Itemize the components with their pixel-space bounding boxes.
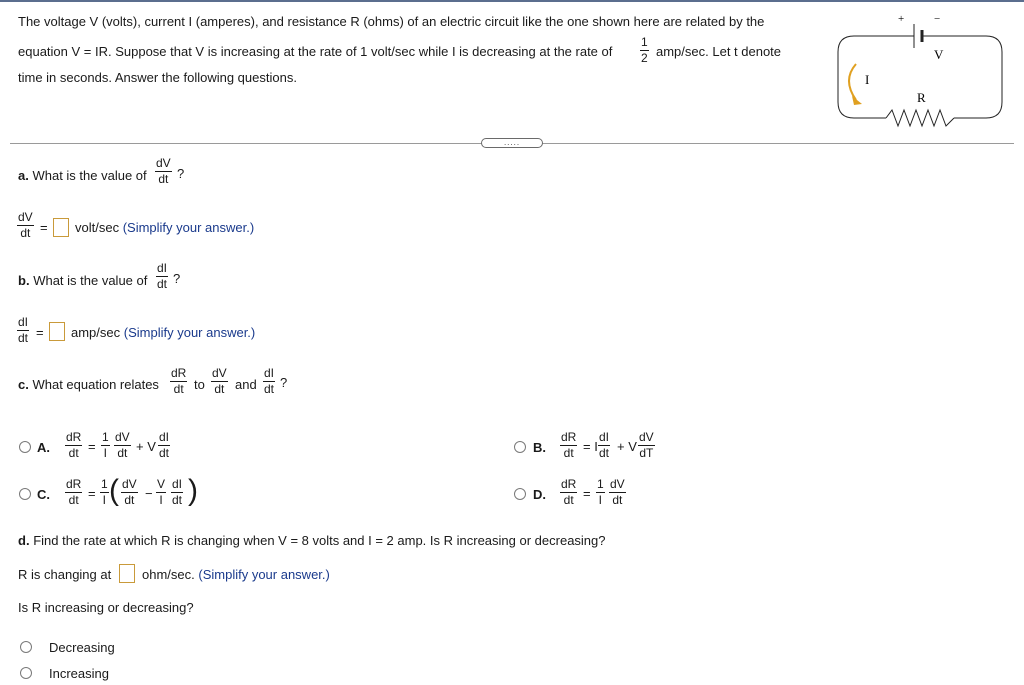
option-c-lhs <box>65 478 82 507</box>
part-d-text: Find the rate at which R is changing when V = 8 volts and I = 2 amp. Is R increasing or decreasing? <box>33 533 606 548</box>
part-a-unit: volt/sec <box>75 220 120 235</box>
option-a-t1-num: dV <box>115 430 130 444</box>
circuit-label-r: R <box>917 90 926 105</box>
option-c-eq: = <box>88 486 96 501</box>
option-a-op: + V <box>136 439 156 454</box>
part-a-q-den: dt <box>158 172 169 186</box>
option-c-right-paren: ) <box>188 474 198 507</box>
current-arrow-head-icon <box>852 96 862 105</box>
option-c-coef <box>100 478 109 507</box>
part-a-qmark: ? <box>177 166 185 181</box>
intro-line-3: time in seconds. Answer the following questions. <box>18 70 297 85</box>
option-b-op: + V <box>617 439 637 454</box>
part-c-frac-dv <box>211 367 228 396</box>
part-a-question-fraction <box>155 157 172 186</box>
part-a-ans-den: dt <box>20 226 31 240</box>
option-a-term1 <box>114 431 131 460</box>
circuit-plus-sign: + <box>898 13 905 25</box>
part-d-unit-line <box>142 567 330 582</box>
option-c-term1 <box>121 478 138 507</box>
part-b-text: What is the value of <box>33 273 148 288</box>
option-d-term1 <box>609 478 626 507</box>
intro-line-2b: amp/sec. Let t denote <box>656 44 782 59</box>
option-c-coef2-num: V <box>157 477 166 491</box>
option-d-coef-den: I <box>598 493 603 507</box>
part-b-q-den: dt <box>157 277 168 291</box>
option-a-t2-num: dI <box>159 430 170 444</box>
option-d-coef <box>596 478 605 507</box>
part-c-text: What equation relates <box>32 377 159 392</box>
option-b-term2 <box>638 431 655 460</box>
intro-fraction-num: 1 <box>641 35 648 49</box>
choice-increasing-label[interactable]: Increasing <box>49 666 109 681</box>
part-c-dv-num: dV <box>212 366 227 380</box>
part-a-equals: = <box>40 220 48 235</box>
option-c-radio[interactable] <box>19 488 31 500</box>
part-d-rate-input[interactable] <box>119 564 135 583</box>
option-a-coef <box>101 431 110 460</box>
part-b-answer-input[interactable] <box>49 322 65 341</box>
option-a-lhs <box>65 431 82 460</box>
part-c-frac-dr <box>170 367 187 396</box>
option-c-coef-den: I <box>102 493 107 507</box>
part-d-question-2: Is R increasing or decreasing? <box>18 600 194 615</box>
option-b-t1-den: dt <box>599 446 610 460</box>
circuit-label-i: I <box>865 72 870 87</box>
part-a-hint: (Simplify your answer.) <box>122 220 255 235</box>
option-a-radio[interactable] <box>19 441 31 453</box>
expand-dots-button[interactable]: ..... <box>481 138 543 148</box>
option-d-t1-num: dV <box>610 477 625 491</box>
part-c-question <box>18 377 159 392</box>
part-a-q-num: dV <box>156 156 171 170</box>
option-b-t1-num: dI <box>599 430 610 444</box>
part-b-unit: amp/sec <box>71 325 121 340</box>
circuit-diagram <box>830 8 1010 133</box>
option-b-t2-num: dV <box>639 430 654 444</box>
option-c-lhs-num: dR <box>66 477 82 491</box>
part-c-qmark: ? <box>280 375 288 390</box>
part-c-label: c. <box>18 377 29 392</box>
option-c-t2-den: dt <box>172 493 183 507</box>
part-b-hint: (Simplify your answer.) <box>123 325 256 340</box>
part-c-frac-di <box>263 367 275 396</box>
intro-fraction-den: 2 <box>641 51 648 65</box>
option-c-t1-den: dt <box>124 493 135 507</box>
option-b-radio[interactable] <box>514 441 526 453</box>
top-accent-line <box>0 0 1024 2</box>
option-d-coef-num: 1 <box>597 477 604 491</box>
option-c-left-paren: ( <box>109 474 119 507</box>
part-c-dr-den: dt <box>173 382 184 396</box>
part-b-question-fraction <box>156 262 168 291</box>
part-d-question <box>18 533 606 548</box>
part-b-qmark: ? <box>173 271 181 286</box>
option-d-lhs <box>560 478 577 507</box>
part-a-answer-fraction <box>17 211 34 240</box>
option-d-t1-den: dt <box>612 493 623 507</box>
option-b-letter: B. <box>533 440 546 455</box>
part-b-label: b. <box>18 273 30 288</box>
option-c-t1-num: dV <box>122 477 137 491</box>
part-d-prefix: R is changing at <box>18 567 112 582</box>
choice-increasing-radio[interactable] <box>20 667 32 679</box>
circuit-minus-sign: − <box>934 13 941 25</box>
choice-decreasing-radio[interactable] <box>20 641 32 653</box>
option-d-radio[interactable] <box>514 488 526 500</box>
option-b-t2-den: dT <box>639 446 654 460</box>
part-c-to: to <box>194 377 205 392</box>
option-a-coef-num: 1 <box>102 430 109 444</box>
option-a-coef-den: I <box>103 446 108 460</box>
current-arrow-arc <box>849 64 856 100</box>
option-b-eq: = I <box>583 439 598 454</box>
option-d-letter: D. <box>533 487 546 502</box>
option-b-term1 <box>598 431 610 460</box>
part-b-q-num: dI <box>157 261 168 275</box>
part-b-ans-den: dt <box>18 331 29 345</box>
option-c-op: − <box>145 486 153 501</box>
part-c-di-den: dt <box>264 382 275 396</box>
option-c-letter: C. <box>37 487 50 502</box>
choice-decreasing-label[interactable]: Decreasing <box>49 640 115 655</box>
option-c-coef-num: 1 <box>101 477 108 491</box>
option-a-t2-den: dt <box>159 446 170 460</box>
option-c-lhs-den: dt <box>68 493 79 507</box>
option-a-t1-den: dt <box>117 446 128 460</box>
part-c-dr-num: dR <box>171 366 187 380</box>
intro-line-1: The voltage V (volts), current I (amperes), and resistance R (ohms) of an electric circuit like the one shown here are related by the <box>18 14 765 29</box>
option-a-term2 <box>158 431 170 460</box>
part-b-answer-fraction <box>17 316 29 345</box>
part-d-label: d. <box>18 533 30 548</box>
option-b-lhs-den: dt <box>563 446 574 460</box>
option-d-lhs-den: dt <box>563 493 574 507</box>
part-d-unit: ohm/sec. <box>142 567 195 582</box>
option-c-term2 <box>171 478 183 507</box>
intro-fraction <box>640 36 649 65</box>
option-a-lhs-den: dt <box>68 446 79 460</box>
part-b-ans-num: dI <box>18 315 29 329</box>
part-c-di-num: dI <box>264 366 275 380</box>
part-a-ans-num: dV <box>18 210 33 224</box>
circuit-label-v: V <box>934 47 944 62</box>
intro-line-2a: equation V = IR. Suppose that V is increasing at the rate of 1 volt/sec while I is decreasing at the rate of <box>18 44 613 59</box>
part-a-question <box>18 168 147 183</box>
part-a-answer-input[interactable] <box>53 218 69 237</box>
part-a-unit-line <box>75 220 254 235</box>
part-b-question <box>18 273 147 288</box>
part-c-and: and <box>235 377 257 392</box>
option-c-coef2-den: I <box>159 493 163 507</box>
option-b-lhs-num: dR <box>561 430 577 444</box>
option-c-t2-num: dI <box>172 477 183 491</box>
option-d-eq: = <box>583 486 591 501</box>
option-a-lhs-num: dR <box>66 430 82 444</box>
option-b-lhs <box>560 431 577 460</box>
option-c-coef2 <box>156 478 166 507</box>
option-a-eq: = <box>88 439 96 454</box>
resistor-zigzag <box>886 110 954 126</box>
option-d-lhs-num: dR <box>561 477 577 491</box>
part-d-hint: (Simplify your answer.) <box>198 567 330 582</box>
part-b-equals: = <box>36 325 44 340</box>
option-a-letter: A. <box>37 440 50 455</box>
part-a-label: a. <box>18 168 29 183</box>
part-c-dv-den: dt <box>214 382 225 396</box>
part-b-unit-line <box>71 325 255 340</box>
part-a-text: What is the value of <box>32 168 147 183</box>
